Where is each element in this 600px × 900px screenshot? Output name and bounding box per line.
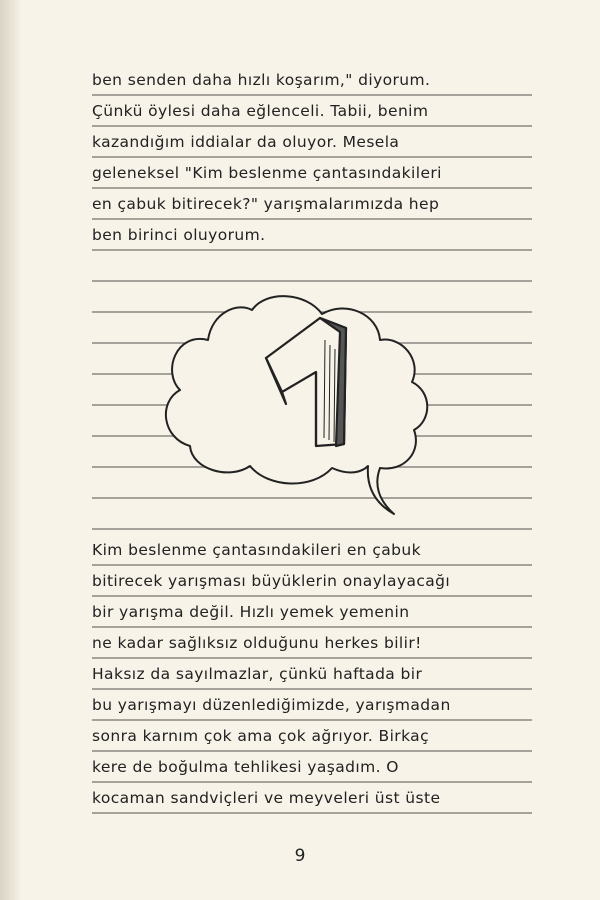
page-number: 9 xyxy=(294,846,306,866)
text-line: bir yarışma değil. Hızlı yemek yemenin xyxy=(92,603,410,621)
text-line: en çabuk bitirecek?" yarışmalarımızda hep xyxy=(92,195,440,213)
text-line: ben senden daha hızlı koşarım," diyorum. xyxy=(92,71,431,89)
text-line: ne kadar sağlıksız olduğunu herkes bilir! xyxy=(92,634,422,652)
text-line: kere de boğulma tehlikesi yaşadım. O xyxy=(92,758,399,776)
text-line: geleneksel "Kim beslenme çantasındakileri xyxy=(92,164,442,182)
text-line: Kim beslenme çantasındakileri en çabuk xyxy=(92,541,422,559)
text-line: ben birinci oluyorum. xyxy=(92,226,266,244)
text-line: bu yarışmayı düzenlediğimizde, yarışmadan xyxy=(92,696,451,714)
text-line: kocaman sandviçleri ve meyveleri üst üste xyxy=(92,789,441,807)
text-line: kazandığım iddialar da oluyor. Mesela xyxy=(92,133,400,151)
text-line: bitirecek yarışması büyüklerin onaylayacağı xyxy=(92,572,451,590)
text-line: Haksız da sayılmazlar, çünkü haftada bir xyxy=(92,665,423,683)
text-line: Çünkü öylesi daha eğlenceli. Tabii, benim xyxy=(92,102,429,120)
text-line: sonra karnım çok ama çok ağrıyor. Birkaç xyxy=(92,727,429,745)
